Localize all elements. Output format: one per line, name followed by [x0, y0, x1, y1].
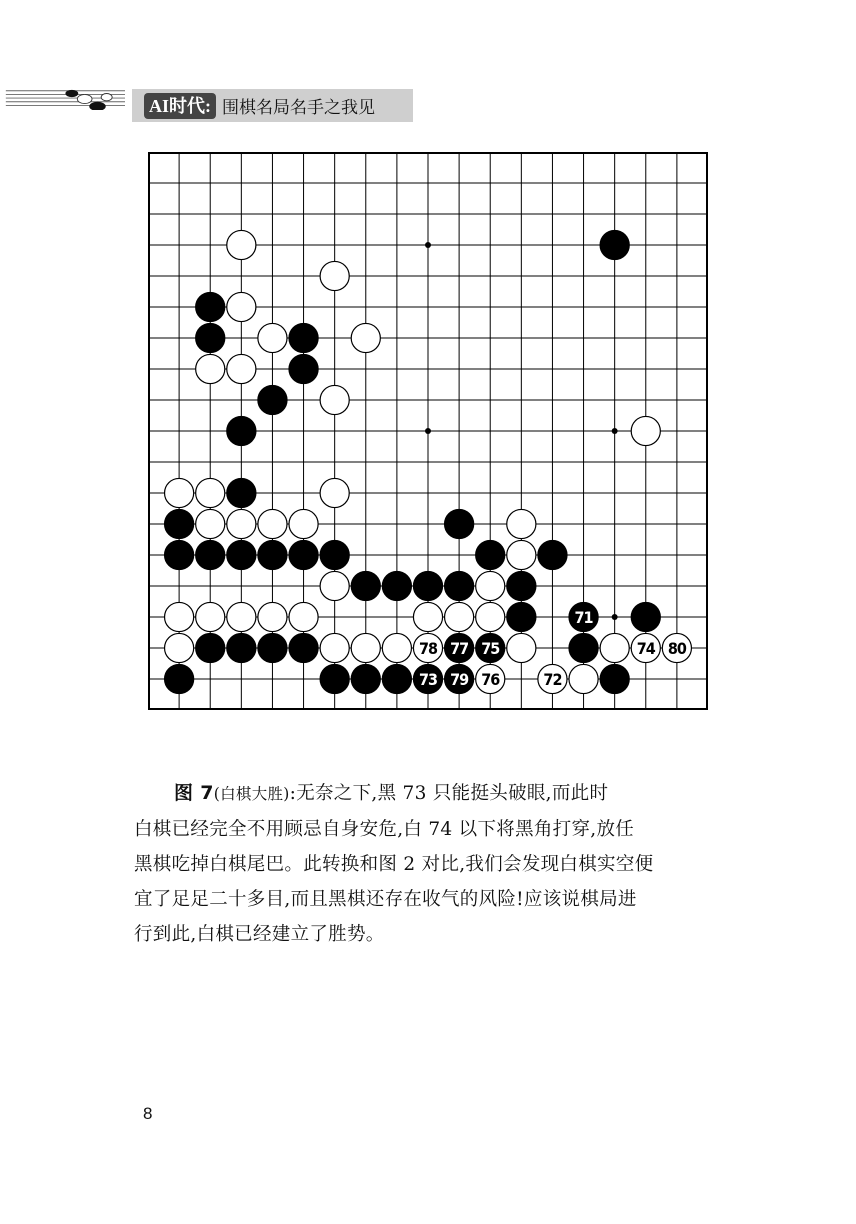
white-stone — [227, 509, 256, 538]
move-number-label: 76 — [481, 670, 500, 689]
caption-line-2: 白棋已经完全不用顾忌自身安危,白 74 以下将黑角打穿,放任 — [134, 819, 635, 840]
white-stone — [165, 602, 194, 631]
black-stone — [289, 354, 318, 383]
black-stone — [538, 540, 567, 569]
white-stone — [196, 602, 225, 631]
move-number-label: 73 — [418, 670, 438, 689]
black-stone — [351, 571, 380, 600]
white-stone — [382, 633, 411, 662]
move-number-label: 78 — [418, 639, 438, 658]
black-stone — [196, 323, 225, 352]
caption-text: :无奈之下,黑 73 只能挺头破眼,而此时 — [289, 783, 609, 804]
hoshi-point — [425, 242, 431, 248]
black-stone — [569, 633, 598, 662]
white-stone — [445, 602, 474, 631]
black-stone — [445, 571, 474, 600]
black-stone — [258, 385, 287, 414]
black-stone — [227, 633, 256, 662]
caption-line-3: 黑棋吃掉白棋尾巴。此转换和图 2 对比,我们会发现白棋实空便 — [134, 854, 654, 875]
move-number-label: 74 — [636, 639, 655, 658]
white-stone — [320, 385, 349, 414]
black-stone — [600, 230, 629, 259]
black-stone — [165, 540, 194, 569]
black-stone — [227, 416, 256, 445]
caption-line-1 — [134, 776, 726, 812]
header-title-box — [132, 89, 413, 122]
move-number-label: 71 — [574, 608, 593, 627]
black-stone — [351, 664, 380, 693]
move-number-label: 72 — [543, 670, 562, 689]
page-header — [0, 0, 856, 140]
black-stone — [445, 509, 474, 538]
white-stone — [320, 261, 349, 290]
black-stone — [289, 323, 318, 352]
white-stone — [507, 633, 536, 662]
white-stone — [289, 602, 318, 631]
white-stone — [320, 478, 349, 507]
header-ai-label: AI时代: — [144, 93, 216, 119]
black-stone — [227, 478, 256, 507]
black-stone — [289, 540, 318, 569]
white-stone — [476, 602, 505, 631]
white-stone — [258, 509, 287, 538]
white-stone — [320, 571, 349, 600]
black-stone — [258, 633, 287, 662]
black-stone — [196, 633, 225, 662]
black-stone — [631, 602, 660, 631]
black-stone — [507, 571, 536, 600]
black-stone — [289, 633, 318, 662]
white-stone — [227, 354, 256, 383]
white-stone — [227, 230, 256, 259]
white-stone — [258, 602, 287, 631]
white-stone — [476, 571, 505, 600]
white-stone — [227, 292, 256, 321]
move-number-label: 75 — [481, 639, 500, 658]
white-stone — [413, 602, 442, 631]
hoshi-point — [425, 428, 431, 434]
caption-line-4: 宜了足足二十多目,而且黑棋还存在收气的风险!应该说棋局进 — [134, 889, 637, 910]
black-stone — [165, 664, 194, 693]
white-stone — [196, 354, 225, 383]
move-number-label: 79 — [450, 670, 469, 689]
white-stone — [258, 323, 287, 352]
white-stone — [289, 509, 318, 538]
black-stone — [258, 540, 287, 569]
black-stone — [413, 571, 442, 600]
move-number-label: 80 — [667, 639, 686, 658]
hoshi-point — [612, 614, 618, 620]
black-stone — [196, 292, 225, 321]
figure-note: (白棋大胜) — [213, 785, 290, 803]
black-stone — [382, 664, 411, 693]
black-stone — [227, 540, 256, 569]
black-stone — [382, 571, 411, 600]
header-decoration-icon — [0, 88, 140, 110]
white-stone — [351, 633, 380, 662]
white-stone — [351, 323, 380, 352]
white-stone — [196, 478, 225, 507]
white-stone — [165, 633, 194, 662]
black-stone — [476, 540, 505, 569]
white-stone — [507, 540, 536, 569]
white-stone — [507, 509, 536, 538]
white-stone — [600, 633, 629, 662]
white-stone — [165, 478, 194, 507]
figure-caption — [134, 776, 726, 952]
white-stone — [631, 416, 660, 445]
black-stone — [320, 540, 349, 569]
hoshi-point — [612, 428, 618, 434]
white-stone — [569, 664, 598, 693]
white-stone — [196, 509, 225, 538]
caption-line-5: 行到此,白棋已经建立了胜势。 — [134, 924, 385, 945]
black-stone — [600, 664, 629, 693]
black-stone — [507, 602, 536, 631]
black-stone — [165, 509, 194, 538]
figure-label: 图 7 — [174, 782, 214, 804]
black-stone — [196, 540, 225, 569]
move-number-label: 77 — [450, 639, 469, 658]
black-stone — [320, 664, 349, 693]
header-subtitle: 围棋名局名手之我见 — [222, 98, 375, 118]
go-board-diagram — [148, 152, 708, 710]
page-number: 8 — [143, 1104, 153, 1123]
white-stone — [320, 633, 349, 662]
white-stone — [227, 602, 256, 631]
